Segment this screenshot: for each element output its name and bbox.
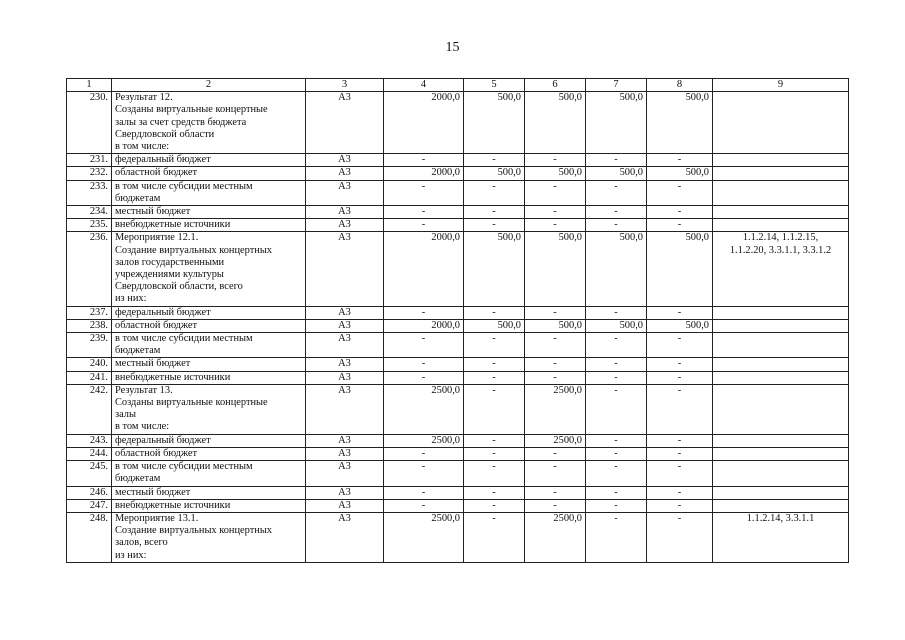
- row-year-4: 500,0: [647, 319, 713, 332]
- row-total: -: [384, 358, 464, 371]
- row-number: 236.: [67, 232, 112, 306]
- row-name: в том числе субсидии местным бюджетам: [112, 461, 306, 486]
- table-body: [67, 79, 849, 563]
- row-number: 247.: [67, 499, 112, 512]
- row-year-3: -: [586, 306, 647, 319]
- row-name: Результат 13. Созданы виртуальные концертные залы в том числе:: [112, 384, 306, 434]
- row-goals: [713, 180, 849, 205]
- table-row: [67, 154, 849, 167]
- row-code: А3: [306, 358, 384, 371]
- row-total: 2500,0: [384, 384, 464, 434]
- row-code: А3: [306, 306, 384, 319]
- row-goals: [713, 384, 849, 434]
- row-number: 232.: [67, 167, 112, 180]
- table-row: [67, 206, 849, 219]
- row-year-1: -: [464, 461, 525, 486]
- row-year-4: -: [647, 180, 713, 205]
- row-number: 243.: [67, 434, 112, 447]
- row-year-1: -: [464, 306, 525, 319]
- row-year-2: -: [525, 180, 586, 205]
- column-header: 1: [67, 79, 112, 92]
- row-year-2: -: [525, 486, 586, 499]
- row-goals: [713, 499, 849, 512]
- row-total: 2000,0: [384, 167, 464, 180]
- row-total: 2500,0: [384, 434, 464, 447]
- table-row: [67, 447, 849, 460]
- row-year-4: -: [647, 306, 713, 319]
- row-year-1: -: [464, 384, 525, 434]
- row-code: А3: [306, 154, 384, 167]
- row-year-1: -: [464, 206, 525, 219]
- row-year-4: -: [647, 384, 713, 434]
- row-code: А3: [306, 512, 384, 562]
- row-code: А3: [306, 447, 384, 460]
- row-code: А3: [306, 232, 384, 306]
- row-year-4: -: [647, 447, 713, 460]
- table-row: [67, 371, 849, 384]
- row-year-1: -: [464, 219, 525, 232]
- row-code: А3: [306, 92, 384, 154]
- row-number: 241.: [67, 371, 112, 384]
- row-number: 246.: [67, 486, 112, 499]
- row-year-4: -: [647, 461, 713, 486]
- row-year-3: -: [586, 486, 647, 499]
- row-name: областной бюджет: [112, 447, 306, 460]
- row-year-4: -: [647, 154, 713, 167]
- row-year-2: 2500,0: [525, 384, 586, 434]
- row-year-2: 500,0: [525, 232, 586, 306]
- row-code: А3: [306, 461, 384, 486]
- row-year-3: 500,0: [586, 167, 647, 180]
- row-year-1: -: [464, 358, 525, 371]
- column-header: 4: [384, 79, 464, 92]
- row-year-1: -: [464, 434, 525, 447]
- row-goals: [713, 206, 849, 219]
- column-header: 6: [525, 79, 586, 92]
- page-number: 15: [445, 40, 460, 55]
- row-name: областной бюджет: [112, 167, 306, 180]
- row-total: 2000,0: [384, 319, 464, 332]
- row-total: -: [384, 499, 464, 512]
- row-number: 244.: [67, 447, 112, 460]
- row-year-4: -: [647, 434, 713, 447]
- row-name: в том числе субсидии местным бюджетам: [112, 180, 306, 205]
- table-row: [67, 486, 849, 499]
- row-code: А3: [306, 219, 384, 232]
- row-year-4: -: [647, 206, 713, 219]
- row-number: 233.: [67, 180, 112, 205]
- row-year-2: -: [525, 447, 586, 460]
- row-code: А3: [306, 167, 384, 180]
- row-year-3: -: [586, 219, 647, 232]
- row-name: внебюджетные источники: [112, 499, 306, 512]
- row-goals: 1.1.2.14, 1.1.2.15, 1.1.2.20, 3.3.1.1, 3.3.1.2: [713, 232, 849, 306]
- row-year-2: 500,0: [525, 319, 586, 332]
- row-year-2: 500,0: [525, 92, 586, 154]
- row-goals: [713, 486, 849, 499]
- column-header: 8: [647, 79, 713, 92]
- row-year-3: -: [586, 447, 647, 460]
- table-row: [67, 92, 849, 154]
- row-code: А3: [306, 319, 384, 332]
- row-goals: 1.1.2.14, 3.3.1.1: [713, 512, 849, 562]
- row-year-1: -: [464, 499, 525, 512]
- row-year-1: -: [464, 333, 525, 358]
- row-name: внебюджетные источники: [112, 371, 306, 384]
- row-year-2: -: [525, 358, 586, 371]
- row-goals: [713, 434, 849, 447]
- row-year-2: 2500,0: [525, 434, 586, 447]
- row-year-3: -: [586, 180, 647, 205]
- row-year-1: -: [464, 371, 525, 384]
- table-row: [67, 306, 849, 319]
- row-year-1: -: [464, 512, 525, 562]
- row-goals: [713, 461, 849, 486]
- row-total: -: [384, 180, 464, 205]
- row-goals: [713, 154, 849, 167]
- row-year-2: -: [525, 333, 586, 358]
- row-total: 2000,0: [384, 92, 464, 154]
- row-name: местный бюджет: [112, 486, 306, 499]
- column-header: 5: [464, 79, 525, 92]
- table-row: [67, 232, 849, 306]
- row-year-3: -: [586, 358, 647, 371]
- row-year-1: -: [464, 180, 525, 205]
- row-total: -: [384, 154, 464, 167]
- table-row: [67, 512, 849, 562]
- row-year-3: 500,0: [586, 92, 647, 154]
- row-number: 242.: [67, 384, 112, 434]
- row-number: 238.: [67, 319, 112, 332]
- row-year-4: -: [647, 219, 713, 232]
- row-goals: [713, 319, 849, 332]
- row-year-4: 500,0: [647, 232, 713, 306]
- row-total: 2000,0: [384, 232, 464, 306]
- table-row: [67, 358, 849, 371]
- row-year-3: -: [586, 333, 647, 358]
- row-year-2: -: [525, 499, 586, 512]
- row-total: 2500,0: [384, 512, 464, 562]
- row-number: 231.: [67, 154, 112, 167]
- row-year-2: -: [525, 206, 586, 219]
- row-goals: [713, 371, 849, 384]
- column-header: 2: [112, 79, 306, 92]
- row-year-4: 500,0: [647, 167, 713, 180]
- row-code: А3: [306, 371, 384, 384]
- row-total: -: [384, 371, 464, 384]
- row-name: в том числе субсидии местным бюджетам: [112, 333, 306, 358]
- row-year-3: -: [586, 512, 647, 562]
- row-year-1: 500,0: [464, 319, 525, 332]
- table-row: [67, 219, 849, 232]
- row-name: федеральный бюджет: [112, 154, 306, 167]
- table-row: [67, 499, 849, 512]
- row-name: Мероприятие 12.1. Создание виртуальных концертных залов государственными учреждениями культуры Свердловской области, всего из них:: [112, 232, 306, 306]
- row-code: А3: [306, 384, 384, 434]
- column-header: 7: [586, 79, 647, 92]
- row-goals: [713, 447, 849, 460]
- row-code: А3: [306, 434, 384, 447]
- row-name: Мероприятие 13.1. Создание виртуальных концертных залов, всего из них:: [112, 512, 306, 562]
- row-year-3: -: [586, 371, 647, 384]
- row-code: А3: [306, 499, 384, 512]
- row-code: А3: [306, 180, 384, 205]
- row-year-3: -: [586, 461, 647, 486]
- row-number: 239.: [67, 333, 112, 358]
- row-code: А3: [306, 333, 384, 358]
- row-goals: [713, 333, 849, 358]
- row-year-2: -: [525, 461, 586, 486]
- row-year-2: -: [525, 219, 586, 232]
- row-year-1: 500,0: [464, 167, 525, 180]
- row-year-2: -: [525, 154, 586, 167]
- row-year-4: -: [647, 499, 713, 512]
- row-year-2: -: [525, 371, 586, 384]
- row-year-1: -: [464, 486, 525, 499]
- table-row: [67, 167, 849, 180]
- column-header: 3: [306, 79, 384, 92]
- row-year-3: -: [586, 434, 647, 447]
- row-total: -: [384, 333, 464, 358]
- row-goals: [713, 167, 849, 180]
- row-year-4: 500,0: [647, 92, 713, 154]
- row-number: 235.: [67, 219, 112, 232]
- table-row: [67, 180, 849, 205]
- row-number: 237.: [67, 306, 112, 319]
- row-year-3: 500,0: [586, 232, 647, 306]
- row-name: внебюджетные источники: [112, 219, 306, 232]
- row-year-3: -: [586, 154, 647, 167]
- row-number: 230.: [67, 92, 112, 154]
- row-total: -: [384, 219, 464, 232]
- budget-table: [66, 78, 849, 563]
- row-goals: [713, 219, 849, 232]
- table-row: [67, 319, 849, 332]
- row-year-2: 2500,0: [525, 512, 586, 562]
- row-year-2: -: [525, 306, 586, 319]
- row-year-3: -: [586, 384, 647, 434]
- row-number: 240.: [67, 358, 112, 371]
- table-row: [67, 333, 849, 358]
- row-year-4: -: [647, 371, 713, 384]
- row-name: местный бюджет: [112, 358, 306, 371]
- row-total: -: [384, 461, 464, 486]
- row-year-3: -: [586, 499, 647, 512]
- row-year-1: -: [464, 447, 525, 460]
- row-number: 234.: [67, 206, 112, 219]
- row-number: 248.: [67, 512, 112, 562]
- row-total: -: [384, 306, 464, 319]
- row-name: федеральный бюджет: [112, 306, 306, 319]
- row-goals: [713, 306, 849, 319]
- row-year-2: 500,0: [525, 167, 586, 180]
- table-row: [67, 384, 849, 434]
- row-year-3: -: [586, 206, 647, 219]
- row-total: -: [384, 206, 464, 219]
- row-number: 245.: [67, 461, 112, 486]
- row-year-4: -: [647, 358, 713, 371]
- row-year-4: -: [647, 512, 713, 562]
- row-total: -: [384, 486, 464, 499]
- header-row: [67, 79, 849, 92]
- row-name: областной бюджет: [112, 319, 306, 332]
- table-row: [67, 434, 849, 447]
- row-goals: [713, 92, 849, 154]
- row-goals: [713, 358, 849, 371]
- row-year-4: -: [647, 486, 713, 499]
- row-year-1: 500,0: [464, 92, 525, 154]
- row-year-3: 500,0: [586, 319, 647, 332]
- row-code: А3: [306, 206, 384, 219]
- row-name: местный бюджет: [112, 206, 306, 219]
- row-year-1: -: [464, 154, 525, 167]
- row-year-1: 500,0: [464, 232, 525, 306]
- row-year-4: -: [647, 333, 713, 358]
- row-name: Результат 12. Созданы виртуальные концертные залы за счет средств бюджета Свердловской области в том числе:: [112, 92, 306, 154]
- row-total: -: [384, 447, 464, 460]
- row-name: федеральный бюджет: [112, 434, 306, 447]
- column-header: 9: [713, 79, 849, 92]
- row-code: А3: [306, 486, 384, 499]
- table-row: [67, 461, 849, 486]
